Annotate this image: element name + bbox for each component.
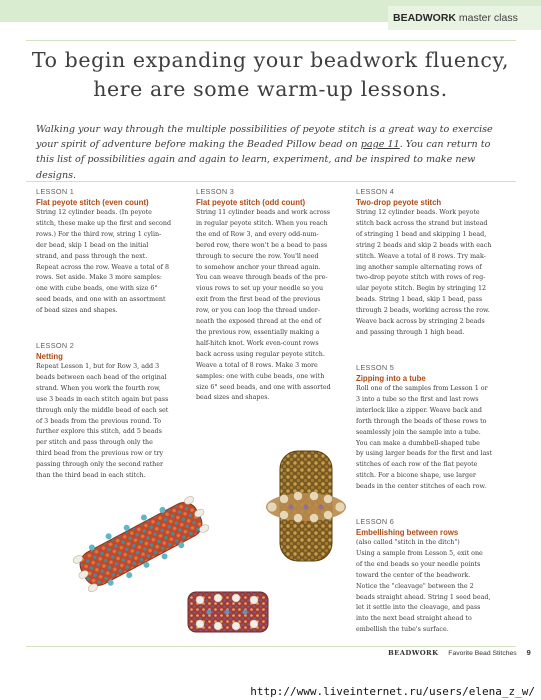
section-header-bold: BEADWORK [393,12,456,24]
lesson-body-line: stitch. Weave a total of 8 rows. Try mak- [356,252,486,260]
lesson-body-line: strand, and pass through the next. [36,252,148,260]
lesson-body-line: neath the exposed thread at the end of [196,318,322,326]
lesson-body-line: through to secure the row. You'll need [196,252,319,260]
lesson-body-line: bered row, there won't be a bead to pass [196,241,328,249]
lesson-body-line: stitch back across the strand but instead [356,219,488,227]
lesson-body-line: the end of Row 3, and every odd-num- [196,230,319,238]
lesson-body-line: Using a sample from Lesson 5, exit one [356,549,483,557]
lesson-4 [356,187,516,339]
lesson-body-line: samples: one with cube beads, one with [196,372,325,380]
lesson-body-line: beads straight ahead. String 1 seed bead, [356,593,491,601]
lesson-5-number: LESSON 5 [356,363,395,372]
lesson-body-line: ing another sample alternating rows of [356,263,482,271]
lesson-3 [196,187,356,404]
lesson-body-line: beads in the center stitches of each row. [356,483,487,491]
lesson-5-title: Zipping into a tube [356,374,426,383]
lesson-6-title: Embellishing between rows [356,528,459,537]
lesson-body-line: to somehow anchor your thread again. [196,263,321,271]
lesson-2-body [36,362,196,482]
lesson-body-line: String 12 cylinder beads. (In peyote [36,209,152,216]
lesson-1-number: LESSON 1 [36,187,75,196]
lesson-body-line: seamlessly join the sample into a tube. [356,428,481,436]
bottom-rule [26,646,516,647]
lesson-body-line: back across using regular peyote stitch. [196,350,325,358]
lesson-3-body [196,208,356,404]
lesson-body-line: two-drop peyote stitch with rows of reg- [356,274,486,282]
lesson-body-line: toward the center of the beadwork. [356,571,471,579]
lesson-6-number: LESSON 6 [356,517,395,526]
lesson-body-line: forth through the beads of these rows to [356,417,487,425]
page-link[interactable]: page 11 [360,139,400,151]
section-header [388,6,541,30]
lesson-body-line: ular peyote stitch. Begin by stringing 12 [356,285,487,293]
lesson-body-line: String 11 cylinder beads and work across [196,209,331,216]
lesson-4-body [356,208,516,339]
lesson-body-line: through 2 beads, working across the row. [356,307,490,315]
lesson-body-line: Weave back across by stringing 2 beads [356,318,485,326]
lesson-body-line: into the next bead straight ahead to [356,615,472,623]
lesson-1-title: Flat peyote stitch (even count) [36,198,149,207]
lesson-body-line: of stringing 1 bead and skipping 1 bead, [356,230,487,238]
lesson-body-line: let it settle into the cleavage, and pass [356,604,481,612]
lesson-body-line: one with cube beads, one with size 6° [36,285,158,293]
source-watermark: http://www.liveinternet.ru/users/elena_z_w/ [250,685,535,698]
lesson-2 [36,341,196,482]
lesson-body-line: half-hitch knot. Work even-count rows [196,339,319,347]
lesson-body-line: rows.) For the third row, string 1 cylin- [36,230,162,238]
lesson-body-line: Weave a total of 8 rows. Make 3 more [196,361,318,369]
lesson-body-line: seed beads, and one with an assortment [36,296,166,304]
beaded-tube-photo-3 [178,578,278,644]
lesson-body-line: by using larger beads for the first and last [356,450,493,458]
lesson-body-line: through only the middle bead of each set [36,406,169,414]
lesson-body-line: beads. String 1 bead, skip 1 bead, pass [356,296,483,304]
lesson-1-body [36,208,196,317]
lesson-body-line: You can make a dumbbell-shaped tube [356,439,480,447]
lesson-body-line: exit from the first bead of the previous [196,296,321,304]
lesson-body-line: of 3 beads from the previous round. To [36,417,162,425]
lesson-4-title: Two-drop peyote stitch [356,198,442,207]
headline-line-1: To begin expanding your beadwork fluency, [31,48,510,72]
lesson-body-line: than the third bead in each stitch. [36,472,146,480]
lesson-body-line: strand. When you work the fourth row, [36,384,161,392]
lesson-5-body [356,384,516,493]
page-number: 9 [526,648,531,657]
intro-rule [26,181,516,182]
lesson-2-title: Netting [36,352,63,361]
page-footer [388,648,541,657]
lesson-body-line: string 2 beads and skip 2 beads with each [356,241,492,249]
lesson-body-line: bead sizes and shapes. [196,394,270,402]
section-header-rest: master class [456,12,518,24]
lesson-body-line: third bead from the previous row or try [36,450,164,458]
lesson-body-line: row, or you can loop the thread under- [196,307,320,315]
lesson-body-line: passing through only the second rather [36,461,164,469]
lesson-6-body [356,538,516,636]
lesson-3-number: LESSON 3 [196,187,235,196]
lesson-body-line: per stitch and pass through only the [36,439,153,447]
lesson-body-line: You can weave through beads of the pre- [196,274,328,282]
lesson-body-line: of bead sizes and shapes. [36,307,118,315]
lesson-body-line: stitch, these make up the first and second [36,219,172,227]
lesson-body-line: beads between each bead of the original [36,373,167,381]
lesson-1 [36,187,196,317]
lesson-body-line: interlock like a zipper. Weave back and [356,406,482,414]
lesson-body-line: (also called "stitch in the ditch") [356,539,460,546]
lesson-body-line: stitch. For a bicone shape, use larger [356,472,476,480]
lesson-body-line: of the end beads so your needle points [356,560,481,568]
lesson-body-line: vious rows to set up your needle so you [196,285,324,293]
lesson-5 [356,363,516,493]
lesson-body-line: use 3 beads in each stitch again but pass [36,395,169,403]
lesson-body-line: and passing through 1 high bead. [356,328,465,336]
lesson-4-number: LESSON 4 [356,187,395,196]
intro-text-1: Walking your way through the multiple possibilities of peyote stitch is a great way to exercise your spirit of adventure before making the Beaded Pillow bead on [36,124,493,151]
lesson-body-line: 3 into a tube so the first and last rows [356,395,479,403]
beaded-tube-photo-2 [258,447,353,567]
footer-magazine: BEADWORK [388,649,439,657]
lesson-body-line: embellish the tube's surface. [356,626,449,634]
lesson-body-line: size 6° seed beads, and one with assorted [196,383,331,391]
lesson-3-title: Flat peyote stitch (odd count) [196,198,306,207]
lesson-body-line: Notice the "cleavage" between the 2 [356,582,474,590]
lesson-body-line: Repeat Lesson 1, but for Row 3, add 3 [36,363,160,370]
lesson-body-line: Repeat across the row. Weave a total of 8 [36,263,170,271]
lesson-body-line: the previous row, essentially making a [196,328,320,336]
lesson-2-number: LESSON 2 [36,341,75,350]
lesson-body-line: String 12 cylinder beads. Work peyote [356,209,480,216]
lesson-6 [356,517,516,636]
lesson-body-line: further explore this stitch, add 5 beads [36,428,162,436]
footer-title: Favorite Bead Stitches [448,650,517,657]
lesson-body-line: in regular peyote stitch. When you reach [196,219,328,227]
top-rule [26,40,516,41]
lesson-body-line: rows. Set aside. Make 3 more samples: [36,274,163,282]
lesson-body-line: Roll one of the samples from Lesson 1 or [356,385,488,392]
lesson-body-line: stitches of each row of the flat peyote [356,461,478,469]
lesson-body-line: der bead, skip 1 bead on the initial [36,241,149,249]
intro-text-2: . You can return to this list of possibilities again and again to learn, experiment, and be inspired to make new designs. [36,139,491,181]
intro-paragraph [36,122,506,183]
headline-line-2: here are some warm-up lessons. [93,77,448,101]
